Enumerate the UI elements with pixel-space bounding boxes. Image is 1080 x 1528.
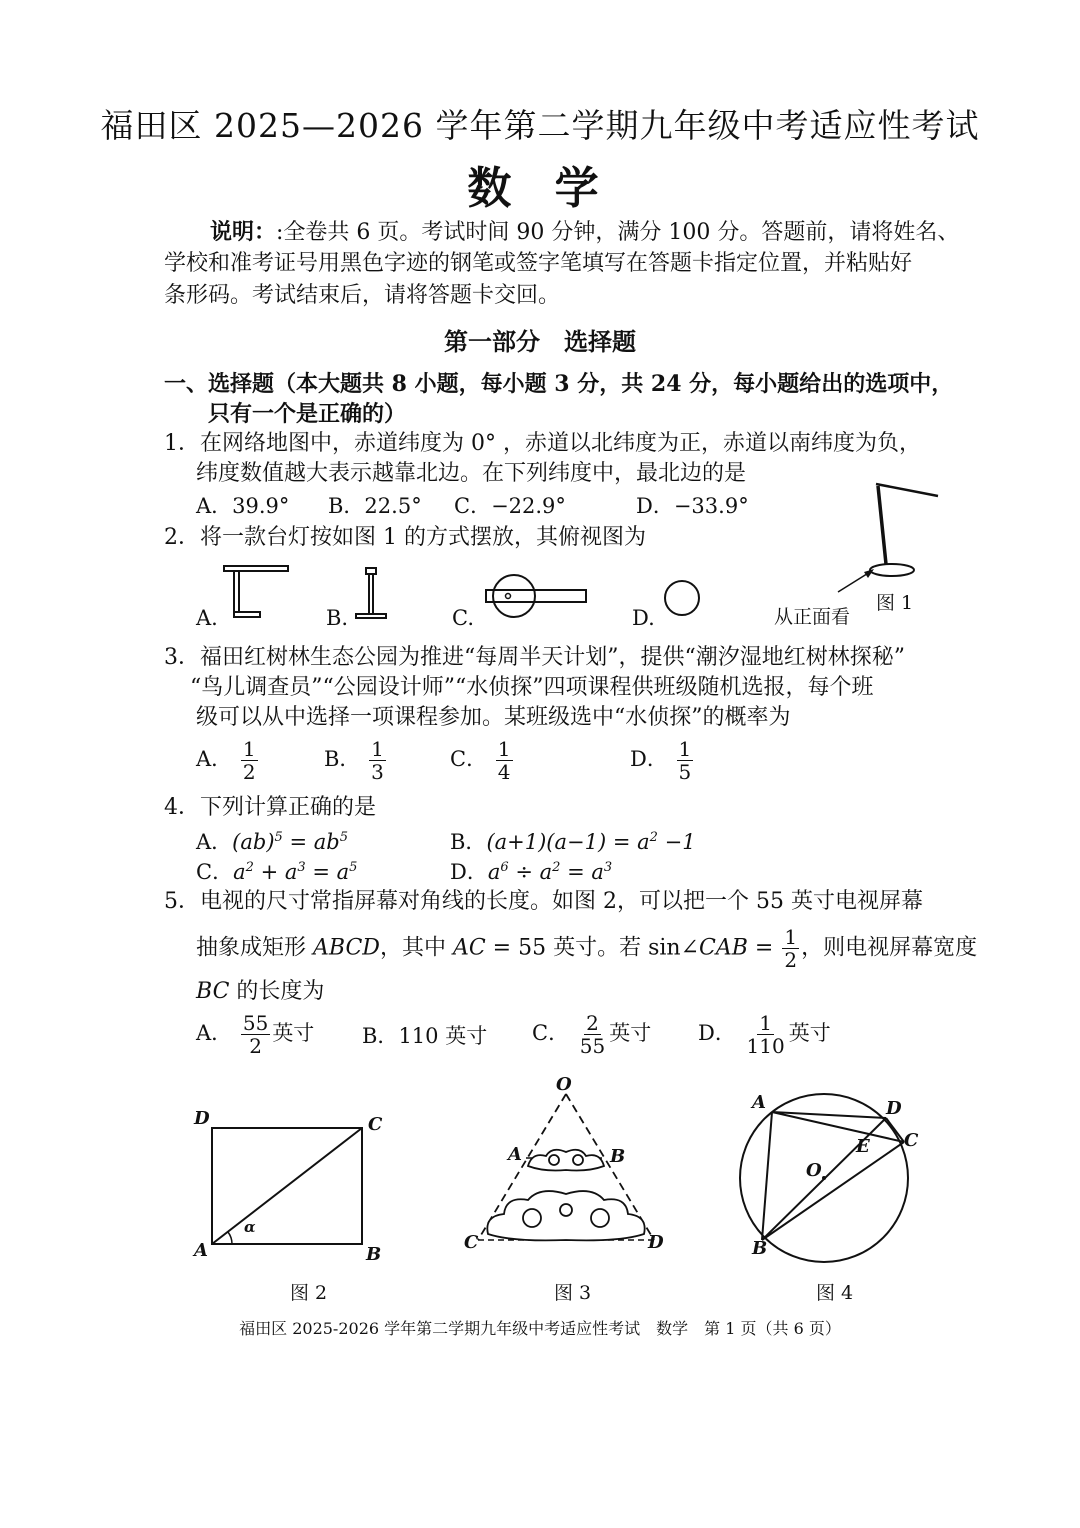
fig2-label-b: B: [366, 1244, 382, 1265]
option-label: D．: [450, 860, 488, 884]
q1-option-c: C．−22.9°: [454, 494, 566, 518]
unit: 英寸: [609, 1021, 652, 1045]
fig3-label-o: O: [556, 1074, 572, 1095]
formula: $(a+1)(a-1) = a^2 -1$: [486, 830, 696, 854]
option-label: B．: [324, 747, 361, 771]
q2-option-c-label: C.: [452, 606, 474, 630]
q4-option-b: [450, 826, 696, 856]
denominator: 2: [784, 948, 798, 972]
instructions-line-3: 条形码。考试结束后，请将答题卡交回。: [164, 283, 561, 308]
formula: $a^2 + a^3 = a^5$: [233, 860, 358, 884]
fraction: [241, 1012, 270, 1057]
fig2-label-alpha: α: [244, 1218, 256, 1236]
fig2-rectangle-figure: [190, 1108, 390, 1268]
numerator: 2: [586, 1011, 599, 1035]
q4-option-d: [450, 856, 612, 886]
option-label: C．: [450, 747, 488, 771]
q5-line-2: [196, 926, 977, 971]
instructions-line-2: 学校和准考证号用黑色字迹的钢笔或签字笔填写在答题卡指定位置，并粘贴好: [164, 251, 913, 276]
lamp-arm: [876, 484, 938, 496]
section-heading: 第一部分 选择题: [444, 327, 636, 356]
q3-line-2: “鸟儿调查员”“公园设计师”“水侦探”四项课程供班级随机选报，每个班: [190, 675, 874, 700]
q4-text: 4．下列计算正确的是: [164, 795, 376, 820]
numerator: 1: [242, 737, 256, 761]
fig3-cloud-triangle-figure: [470, 1090, 670, 1250]
fig2-label-d: D: [194, 1108, 210, 1129]
q5-var: AC: [452, 935, 486, 961]
option-label: C．: [196, 860, 234, 884]
instructions-line-1: [210, 216, 959, 249]
numerator: 1: [678, 737, 692, 761]
fig2-label-c: C: [368, 1114, 383, 1135]
fig4-label-o: O: [806, 1160, 822, 1181]
q1-option-b: B．22.5°: [328, 494, 422, 518]
q2-option-a-figure[interactable]: [222, 564, 292, 624]
subject-title: 数 学: [467, 163, 613, 214]
q5-option-d: [698, 1012, 831, 1057]
q5-var: ABCD: [313, 935, 380, 961]
q5-text: = 55 英寸。若 sin∠: [485, 935, 700, 961]
fig4-label-c: C: [904, 1130, 919, 1151]
q5-text: 抽象成矩形: [196, 935, 313, 961]
fig1-caption: 图 1: [876, 592, 914, 614]
fig2-caption: 图 2: [290, 1282, 328, 1304]
large-cloud-icon: [487, 1191, 644, 1240]
denominator: 2: [249, 1034, 262, 1058]
option-label: C．: [532, 1021, 570, 1045]
fraction: [496, 738, 513, 783]
formula: $a^6 \div a^2 = a^3$: [487, 860, 613, 884]
option-label: A．: [196, 747, 233, 771]
q5-text: 的长度为: [229, 979, 325, 1004]
q5-option-a: [196, 1012, 314, 1057]
q2-option-b-label: B.: [326, 606, 349, 630]
q1-option-d: D．−33.9°: [636, 494, 749, 518]
part1-heading-line-1: 一、选择题（本大题共 8 小题，每小题 3 分，共 24 分，每小题给出的选项中，: [164, 371, 954, 397]
unit: 英寸: [272, 1021, 315, 1045]
numerator: 1: [497, 737, 511, 761]
lamp-base: [870, 564, 914, 576]
q3-option-a: [196, 738, 260, 783]
q2-option-c-figure[interactable]: [484, 572, 590, 620]
q3-option-c: [450, 738, 515, 783]
q1-option-a: A．39.9°: [196, 494, 290, 518]
fraction: [677, 738, 694, 783]
formula: $(ab)^5 = ab^5$: [232, 830, 349, 854]
q1-line-2: 纬度数值越大表示越靠北边。在下列纬度中，最北边的是: [196, 461, 747, 486]
q2-option-d-figure[interactable]: [662, 578, 702, 618]
q2-text: 2．将一款台灯按如图 1 的方式摆放，其俯视图为: [164, 525, 646, 550]
fig4-label-d: D: [886, 1098, 902, 1119]
instructions-text-1: :全卷共 6 页。考试时间 90 分钟，满分 100 分。答题前，请将姓名、: [276, 220, 960, 245]
q3-option-d: [630, 738, 695, 783]
fig3-label-c: C: [464, 1232, 479, 1253]
fig3-label-b: B: [610, 1146, 626, 1167]
fraction: [745, 1012, 787, 1057]
fig4-label-e: E: [856, 1136, 870, 1157]
numerator: 1: [371, 737, 384, 761]
fraction: [369, 738, 386, 783]
unit: 英寸: [788, 1021, 831, 1045]
fig3-label-a: A: [508, 1144, 522, 1165]
option-label: D．: [630, 747, 668, 771]
q5-text: =: [747, 935, 781, 961]
q1-line-1: 1．在网络地图中，赤道纬度为 0° ，赤道以北纬度为正，赤道以南纬度为负，: [164, 431, 921, 456]
q2-option-a-label: A.: [196, 606, 218, 630]
q3-line-1: 3．福田红树林生态公园为推进“每周半天计划”，提供“潮汐湿地红树林探秘”: [164, 645, 905, 670]
option-label: A．: [196, 830, 233, 854]
option-text: 110 英寸: [398, 1024, 488, 1048]
denominator: 4: [497, 760, 511, 784]
fig4-label-b: B: [752, 1238, 768, 1259]
fig4-caption: 图 4: [816, 1282, 854, 1304]
q5-var: CAB: [699, 935, 748, 961]
exam-title: 福田区 2025—2026 学年第二学期九年级中考适应性考试: [100, 106, 980, 145]
view-arrow: [838, 572, 870, 592]
denominator: 110: [746, 1034, 785, 1058]
numerator: 1: [784, 925, 798, 949]
q3-line-3: 级可以从中选择一项课程参加。某班级选中“水侦探”的概率为: [196, 705, 791, 730]
fraction: [241, 738, 258, 783]
option-label: B．: [450, 830, 487, 854]
fraction: [578, 1012, 607, 1057]
denominator: 3: [371, 760, 384, 784]
denominator: 2: [242, 760, 256, 784]
fig2-label-a: A: [194, 1240, 208, 1261]
q5-var: BC: [196, 979, 230, 1004]
numerator: 1: [759, 1011, 772, 1035]
fig3-caption: 图 3: [554, 1282, 592, 1304]
q5-option-c: [532, 1012, 651, 1057]
sin-fraction: [782, 926, 799, 971]
denominator: 55: [579, 1034, 606, 1058]
instructions-label: 说明：: [210, 219, 277, 245]
fig4-label-a: A: [752, 1092, 766, 1113]
q5-option-b: [362, 1020, 487, 1050]
denominator: 5: [678, 760, 692, 784]
part1-heading-line-2: 只有一个是正确的）: [208, 401, 407, 427]
page-footer: 福田区 2025-2026 学年第二学期九年级中考适应性考试 数学 第 1 页（共 6 页）: [239, 1319, 841, 1338]
fig3-label-d: D: [648, 1232, 664, 1253]
q2-option-d-label: D.: [632, 606, 655, 630]
small-cloud-icon: [528, 1150, 604, 1171]
q4-option-c: [196, 856, 357, 886]
q5-line-1: 5．电视的尺寸常指屏幕对角线的长度。如图 2，可以把一个 55 英寸电视屏幕: [164, 889, 923, 914]
view-direction-label: 从正面看: [774, 606, 851, 628]
option-label: B．: [362, 1024, 399, 1048]
option-label: A．: [196, 1021, 233, 1045]
q5-line-3: [196, 976, 324, 1008]
lamp-pole: [878, 486, 886, 564]
q5-text: ，其中: [379, 935, 453, 961]
q3-option-b: [324, 738, 388, 783]
q2-option-b-figure[interactable]: [354, 566, 394, 622]
fig1-lamp-figure: [820, 480, 940, 580]
q4-option-a: [196, 826, 348, 856]
numerator: 55: [242, 1011, 269, 1035]
option-label: D．: [698, 1021, 736, 1045]
q5-text: ，则电视屏幕宽度: [801, 935, 978, 961]
